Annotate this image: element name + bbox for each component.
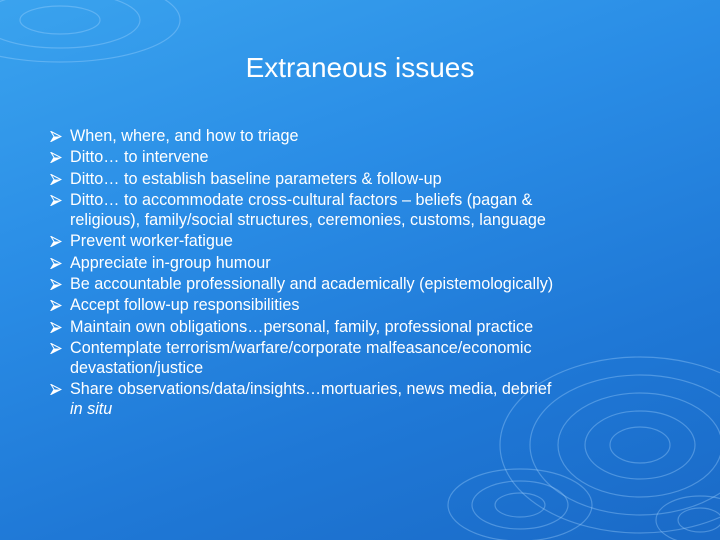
bullet-item	[50, 254, 690, 274]
arrowhead-bullet-icon	[50, 258, 62, 269]
bullet-item	[50, 380, 690, 419]
arrowhead-bullet-icon	[50, 236, 62, 247]
bullet-italic-line: in situ	[70, 399, 113, 418]
bullet-item	[50, 318, 690, 338]
arrowhead-bullet-icon	[50, 384, 62, 395]
bullet-list	[50, 127, 690, 421]
slide-title: Extraneous issues	[245, 52, 475, 83]
bullet-item	[50, 275, 690, 295]
bullet-item	[50, 127, 690, 147]
arrowhead-bullet-icon	[50, 174, 62, 185]
bullet-line: Ditto… to intervene	[70, 148, 209, 167]
bullet-item	[50, 232, 690, 252]
bullet-line: Ditto… to accommodate cross-cultural factors – beliefs (pagan &	[70, 191, 533, 210]
bullet-line: Accept follow-up responsibilities	[70, 296, 300, 315]
bullet-item	[50, 148, 690, 168]
bullet-line: Prevent worker-fatigue	[70, 232, 233, 251]
bullet-line: Be accountable professionally and academically (epistemologically)	[70, 274, 554, 293]
arrowhead-bullet-icon	[50, 195, 62, 206]
bullet-line: Ditto… to establish baseline parameters & follow-up	[70, 169, 442, 188]
bullet-item	[50, 296, 690, 316]
bullet-line: Maintain own obligations…personal, family, professional practice	[70, 317, 534, 336]
bullet-item	[50, 191, 690, 230]
bullet-line: When, where, and how to triage	[70, 127, 299, 145]
bullet-line: Share observations/data/insights…mortuaries, news media, debrief	[70, 380, 552, 399]
arrowhead-bullet-icon	[50, 131, 62, 142]
arrowhead-bullet-icon	[50, 300, 62, 311]
bullet-line: Contemplate terrorism/warfare/corporate malfeasance/economic	[70, 339, 532, 358]
arrowhead-bullet-icon	[50, 322, 62, 333]
bullet-line: Appreciate in-group humour	[70, 253, 271, 272]
arrowhead-bullet-icon	[50, 152, 62, 163]
bullet-line: devastation/justice	[70, 358, 204, 377]
bullet-item	[50, 339, 690, 378]
arrowhead-bullet-icon	[50, 343, 62, 354]
bullet-line: religious), family/social structures, ceremonies, customs, language	[70, 210, 546, 229]
bullet-item	[50, 170, 690, 190]
arrowhead-bullet-icon	[50, 279, 62, 290]
